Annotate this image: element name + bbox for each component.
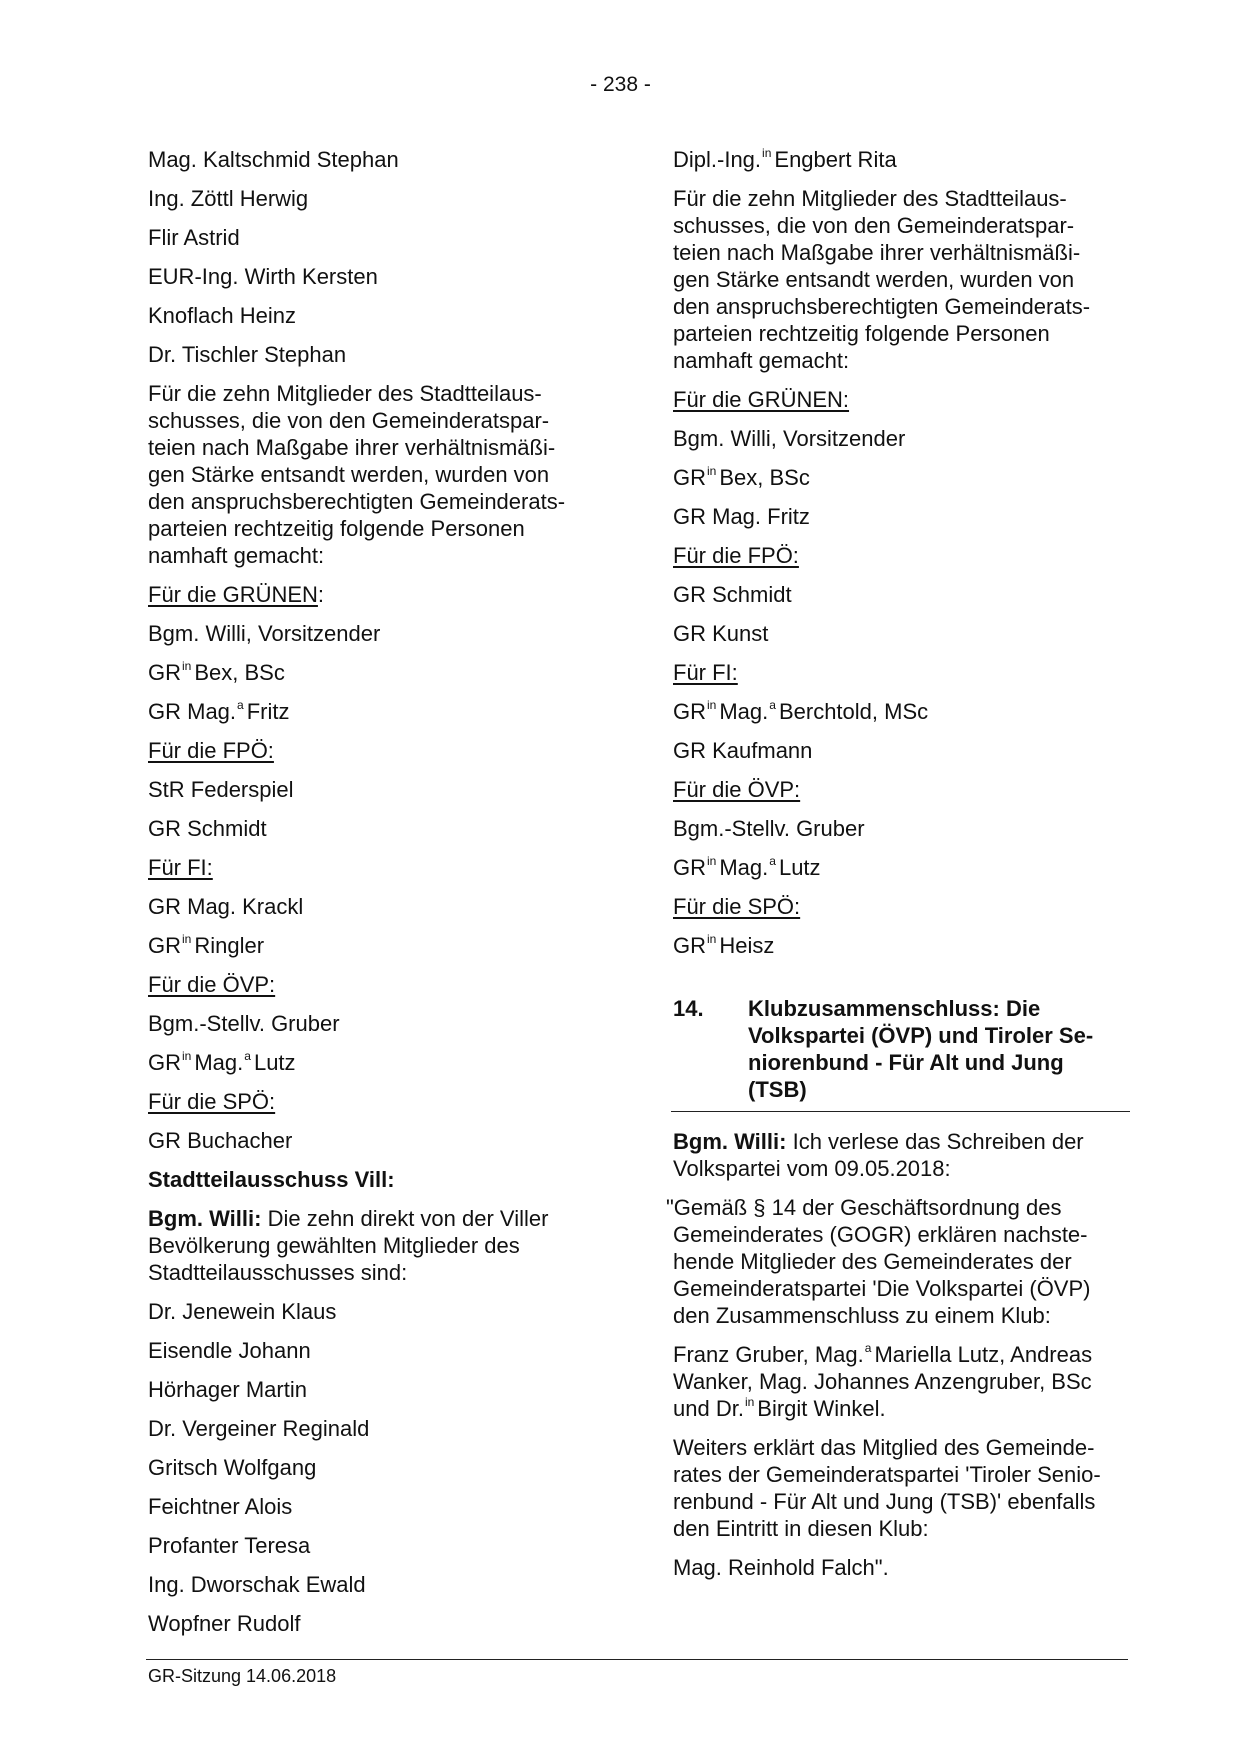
further-line: renbund - Für Alt und Jung (TSB)' ebenfalls (673, 1489, 1096, 1514)
agenda-item-14 (673, 995, 1128, 1103)
party-heading-label: Für die SPÖ: (148, 1089, 276, 1114)
member-entry (673, 854, 1128, 881)
title-suffix: in (744, 1394, 755, 1409)
party-heading-oevp (148, 971, 588, 998)
section-heading-vill: Stadtteilausschuss Vill: (148, 1167, 395, 1192)
party-heading-fi (148, 854, 588, 881)
further-line: den Eintritt in diesen Klub: (673, 1516, 929, 1541)
intro-line: schusses, die von den Gemeinderatspar- (148, 408, 550, 433)
member-name: Berchtold, MSc (778, 699, 929, 724)
member-entry (148, 1049, 588, 1076)
vill-line: Bevölkerung gewählten Mitglieder des (148, 1233, 520, 1258)
title-suffix: in (707, 463, 717, 478)
members-text: und Dr. (673, 1396, 744, 1421)
party-heading-spoe (673, 893, 1128, 920)
intro-line: den anspruchsberechtigten Gemeinderats- (673, 294, 1091, 319)
title-suffix: in (707, 853, 717, 868)
member-entry (673, 464, 1128, 491)
intro-line: Für die zehn Mitglieder des Stadtteilaus- (673, 186, 1067, 211)
quote-line: den Zusammenschluss zu einem Klub: (673, 1303, 1051, 1328)
intro-line: teien nach Maßgabe ihrer verhältnismäßi- (148, 435, 556, 460)
member-entry (673, 932, 1128, 959)
left-column (148, 146, 588, 1649)
title-suffix: a (769, 853, 776, 868)
party-heading-gruene (673, 386, 1128, 413)
member-entry (148, 932, 588, 959)
name-entry: Knoflach Heinz (148, 303, 296, 328)
member-entry: GR Buchacher (148, 1128, 293, 1153)
member-title: GR (148, 933, 181, 958)
party-heading-label: Für die FPÖ: (148, 738, 274, 763)
agenda-divider (671, 1111, 1130, 1112)
title-suffix: in (707, 931, 717, 946)
quote-line: "Gemäß § 14 der Geschäftsordnung des (666, 1195, 1062, 1220)
intro-line: Für die zehn Mitglieder des Stadtteilaus- (148, 381, 542, 406)
member-title: GR (148, 660, 181, 685)
member-entry: Bgm.-Stellv. Gruber (673, 816, 865, 841)
intro-line: parteien rechtzeitig folgende Personen (673, 321, 1050, 346)
name-entry: Dr. Jenewein Klaus (148, 1299, 337, 1324)
member-name: Engbert Rita (774, 147, 897, 172)
intro-paragraph (673, 185, 1128, 374)
vill-line (148, 1205, 588, 1232)
page-number: - 238 - (590, 73, 651, 96)
party-heading-fpoe (148, 737, 588, 764)
member-entry: GR Mag. Fritz (673, 504, 810, 529)
party-heading-label: Für die ÖVP: (148, 972, 276, 997)
quote-paragraph (666, 1194, 1128, 1329)
intro-paragraph (148, 380, 588, 569)
member-entry: GR Mag. Krackl (148, 894, 304, 919)
name-entry: Gritsch Wolfgang (148, 1455, 317, 1480)
title-suffix: a (864, 1340, 872, 1355)
intro-line: gen Stärke entsandt werden, wurden von (148, 462, 550, 487)
title-suffix: in (707, 697, 717, 712)
member-title: GR (673, 465, 706, 490)
member-entry: GR Schmidt (673, 582, 792, 607)
heading-colon: : (317, 582, 325, 607)
member-entry: GR Kaufmann (673, 738, 813, 763)
intro-line: namhaft gemacht: (148, 543, 325, 568)
name-entry: Feichtner Alois (148, 1494, 293, 1519)
party-heading-spoe (148, 1088, 588, 1115)
party-heading-fi (673, 659, 1128, 686)
name-entry: EUR-Ing. Wirth Kersten (148, 264, 378, 289)
intro-line: gen Stärke entsandt werden, wurden von (673, 267, 1075, 292)
member-title: GR (673, 933, 706, 958)
agenda-title-line: Klubzusammenschluss: Die (748, 996, 1041, 1021)
member-entry: Bgm. Willi, Vorsitzender (673, 426, 906, 451)
members-text: Mariella Lutz, Andreas (874, 1342, 1093, 1367)
title-suffix: a (769, 697, 776, 712)
vill-line: Stadtteilausschusses sind: (148, 1260, 408, 1285)
party-heading-label: Für FI: (148, 855, 213, 880)
members-paragraph (673, 1341, 1128, 1422)
name-entry: Dr. Tischler Stephan (148, 342, 347, 367)
quote-line: Gemeinderates (GOGR) erklären nachste- (673, 1222, 1088, 1247)
title-suffix: in (182, 931, 192, 946)
member-name: Ringler (194, 933, 265, 958)
speaker-label: Bgm. Willi: (673, 1129, 787, 1154)
member-entry: GR Kunst (673, 621, 769, 646)
member-name: Heisz (719, 933, 775, 958)
member-entry (673, 698, 1128, 725)
agenda-title (748, 995, 1128, 1103)
name-entry: Ing. Dworschak Ewald (148, 1572, 366, 1597)
member-title: Mag. (719, 855, 769, 880)
member-title: Mag. (719, 699, 769, 724)
member-title: Mag. (194, 1050, 244, 1075)
name-entry: Eisendle Johann (148, 1338, 311, 1363)
name-entry: Ing. Zöttl Herwig (148, 186, 309, 211)
further-line: Weiters erklärt das Mitglied des Gemeinde- (673, 1435, 1095, 1460)
members-line (673, 1395, 1128, 1422)
member-name: Lutz (253, 1050, 296, 1075)
intro-line: namhaft gemacht: (673, 348, 850, 373)
name-entry: Dr. Vergeiner Reginald (148, 1416, 370, 1441)
intro-line: parteien rechtzeitig folgende Personen (148, 516, 525, 541)
party-heading-label: Für die GRÜNEN: (673, 387, 850, 412)
member-title: GR (673, 699, 706, 724)
name-entry (673, 146, 1128, 173)
quote-line: hende Mitglieder des Gemeinderates der (673, 1249, 1072, 1274)
vill-text: Die zehn direkt von der Viller (261, 1206, 549, 1231)
footer-text: GR-Sitzung 14.06.2018 (148, 1666, 337, 1686)
member-name: Bex, BSc (719, 465, 810, 490)
intro-line: schusses, die von den Gemeinderatspar- (673, 213, 1075, 238)
title-suffix: in (182, 658, 192, 673)
party-heading-gruene (148, 581, 588, 608)
member-entry: Bgm. Willi, Vorsitzender (148, 621, 381, 646)
member-title: GR (673, 855, 706, 880)
right-column (666, 145, 1128, 1593)
party-heading-oevp (673, 776, 1128, 803)
members-line: Wanker, Mag. Johannes Anzengruber, BSc (673, 1369, 1092, 1394)
name-entry: Profanter Teresa (148, 1533, 311, 1558)
member-title: GR (148, 1050, 181, 1075)
reading-line (673, 1128, 1128, 1155)
closing-line: Mag. Reinhold Falch". (673, 1555, 889, 1580)
reading-text: Ich verlese das Schreiben der (786, 1129, 1084, 1154)
members-line (673, 1341, 1128, 1368)
agenda-title-line: Volkspartei (ÖVP) und Tiroler Se- (748, 1023, 1094, 1048)
member-entry: GR Schmidt (148, 816, 267, 841)
party-heading-label: Für die SPÖ: (673, 894, 801, 919)
member-name: Lutz (778, 855, 821, 880)
member-title: Dipl.-Ing. (673, 147, 762, 172)
speaker-label: Bgm. Willi: (148, 1206, 262, 1231)
further-paragraph (673, 1434, 1128, 1542)
vill-paragraph (148, 1205, 588, 1286)
name-entry: Flir Astrid (148, 225, 240, 250)
title-suffix: in (182, 1048, 192, 1063)
member-entry: Bgm.-Stellv. Gruber (148, 1011, 340, 1036)
reading-paragraph (673, 1128, 1128, 1182)
member-name: Bex, BSc (194, 660, 285, 685)
member-entry (148, 659, 588, 686)
members-text: Birgit Winkel. (757, 1396, 886, 1421)
intro-line: den anspruchsberechtigten Gemeinderats- (148, 489, 566, 514)
quote-line: Gemeinderatspartei 'Die Volkspartei (ÖVP) (673, 1276, 1091, 1301)
agenda-number: 14. (673, 996, 704, 1021)
party-heading-label: Für die ÖVP: (673, 777, 801, 802)
member-entry (148, 698, 588, 725)
member-title: GR Mag. (148, 699, 237, 724)
agenda-title-line: (TSB) (748, 1077, 807, 1102)
footer-divider (146, 1659, 1128, 1660)
reading-line: Volkspartei vom 09.05.2018: (673, 1156, 951, 1181)
name-entry: Hörhager Martin (148, 1377, 307, 1402)
agenda-title-line: niorenbund - Für Alt und Jung (748, 1050, 1064, 1075)
name-entry: Mag. Kaltschmid Stephan (148, 147, 399, 172)
intro-line: teien nach Maßgabe ihrer verhältnismäßi- (673, 240, 1081, 265)
title-suffix: in (762, 145, 772, 160)
party-heading-label: Für die FPÖ: (673, 543, 799, 568)
further-line: rates der Gemeinderatspartei 'Tiroler Senio- (673, 1462, 1101, 1487)
party-heading-label: Für die GRÜNEN (148, 582, 318, 607)
member-entry: StR Federspiel (148, 777, 294, 802)
name-entry: Wopfner Rudolf (148, 1611, 301, 1636)
party-heading-label: Für FI: (673, 660, 738, 685)
member-name: Fritz (246, 699, 290, 724)
title-suffix: a (237, 697, 244, 712)
title-suffix: a (244, 1048, 251, 1063)
members-text: Franz Gruber, Mag. (673, 1342, 864, 1367)
party-heading-fpoe (673, 542, 1128, 569)
